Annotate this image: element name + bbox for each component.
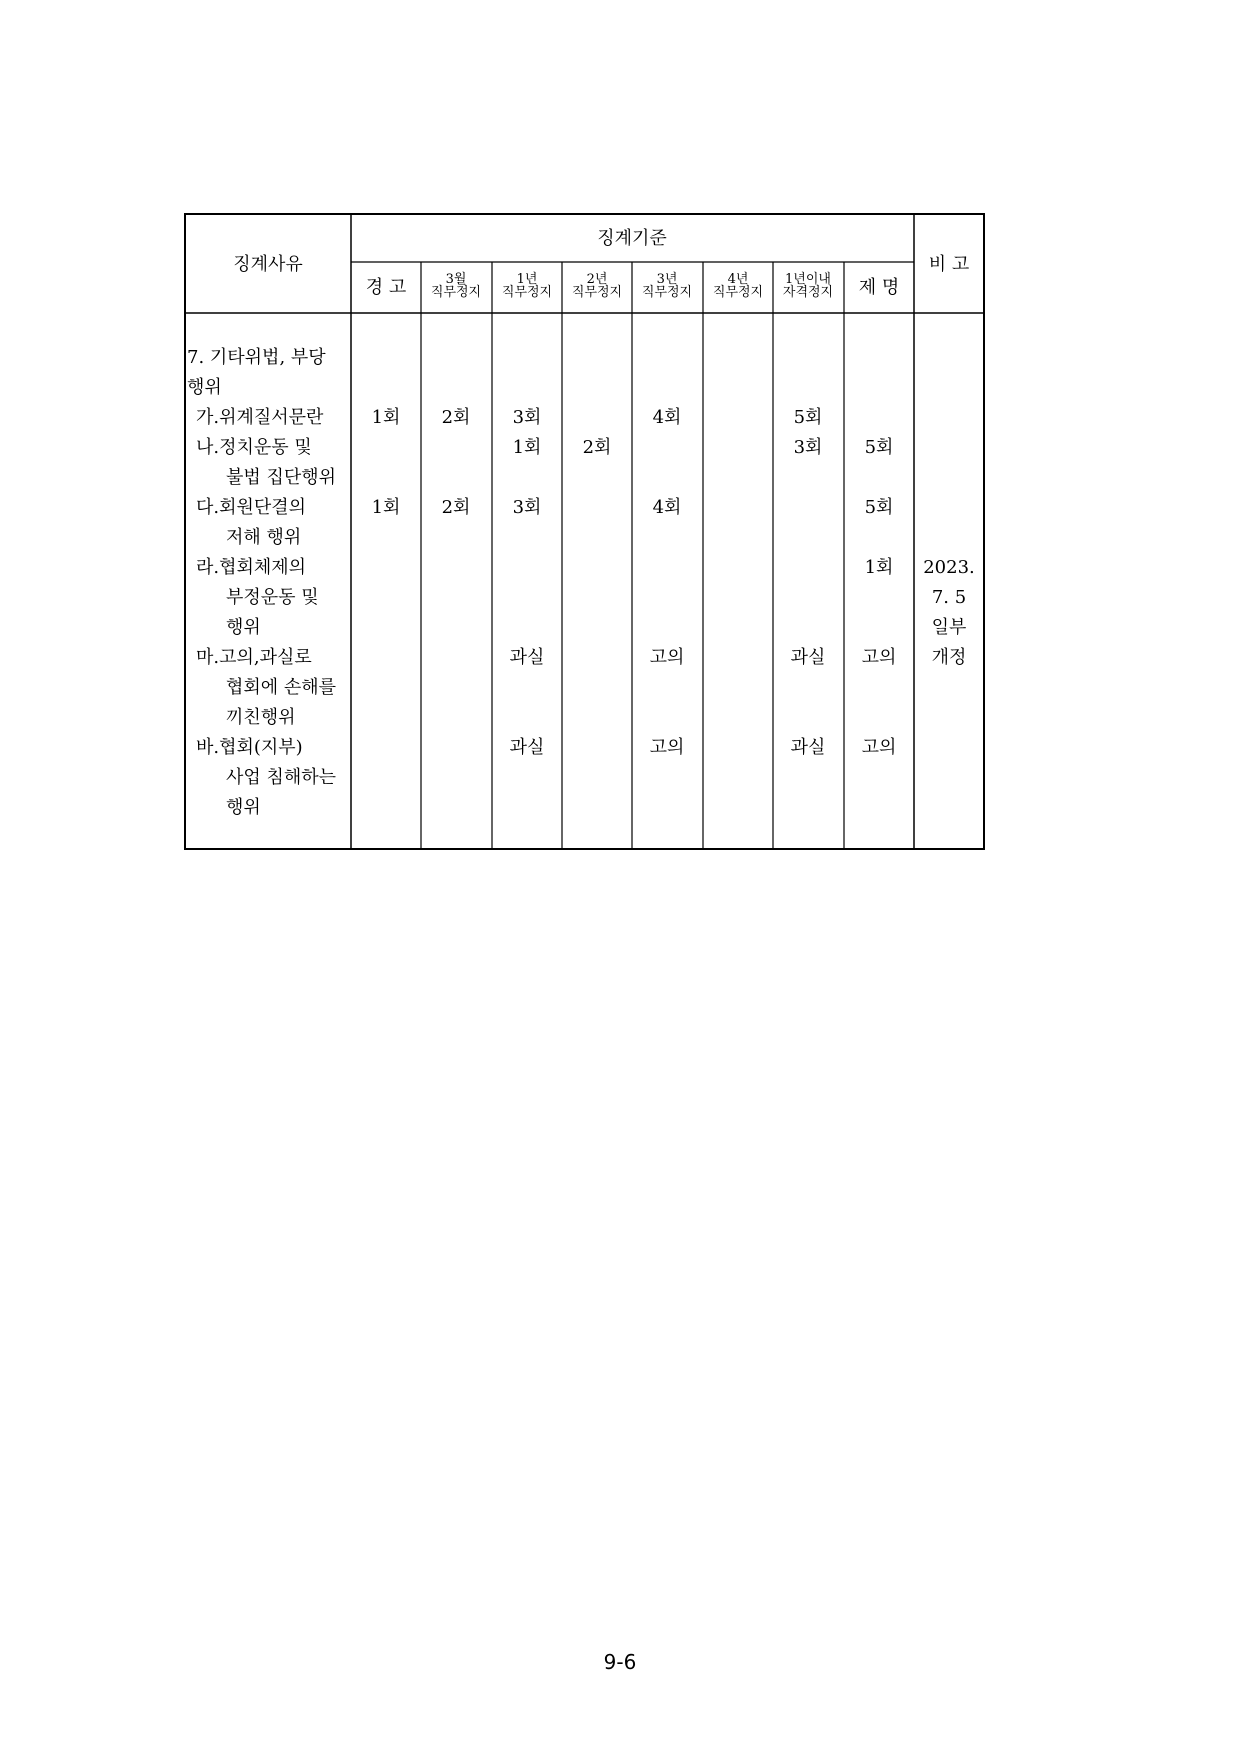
- header-standard: 징계기준: [597, 228, 667, 249]
- cell: 과실: [790, 647, 826, 668]
- cell: 3회: [512, 497, 542, 518]
- row-ma-reason-line3: 끼친행위: [226, 707, 296, 728]
- remark-line1: 2023.: [923, 557, 975, 578]
- row-ma-reason-line2: 협회에 손해를: [226, 677, 337, 698]
- row-ga-reason: 가.위계질서문란: [196, 407, 324, 428]
- cell: 3회: [793, 437, 823, 458]
- header-reason: 징계사유: [233, 254, 303, 275]
- remark-line2: 7. 5: [931, 587, 967, 608]
- cell: 2회: [582, 437, 612, 458]
- column-header-3year-suspension: 3년 직무정지: [641, 272, 693, 300]
- cell: 1회: [512, 437, 542, 458]
- section-title-line2: 행위: [187, 377, 222, 398]
- column-header-expulsion: 제 명: [858, 277, 900, 298]
- cell: 5회: [793, 407, 823, 428]
- column-header-3month-suspension: 3월 직무정지: [430, 272, 482, 300]
- cell: 과실: [509, 737, 545, 758]
- row-ba-reason-line2: 사업 침해하는: [226, 767, 337, 788]
- cell: 고의: [861, 647, 897, 668]
- page-number: 9-6: [603, 1650, 637, 1674]
- header-remark: 비 고: [928, 254, 970, 275]
- cell: 4회: [652, 497, 682, 518]
- cell: 고의: [649, 737, 685, 758]
- disciplinary-standards-table: [184, 213, 985, 850]
- row-ma-reason-line1: 마.고의,과실로: [196, 647, 312, 668]
- cell: 1회: [864, 557, 894, 578]
- cell: 3회: [512, 407, 542, 428]
- cell: 1회: [371, 407, 401, 428]
- row-ba-reason-line1: 바.협회(지부): [196, 737, 303, 758]
- column-header-1year-suspension: 1년 직무정지: [501, 272, 553, 300]
- row-da-reason-line1: 다.회원단결의: [196, 497, 307, 518]
- remark-line4: 개정: [931, 647, 967, 668]
- cell: 4회: [652, 407, 682, 428]
- row-da-reason-line2: 저해 행위: [226, 527, 302, 548]
- row-ba-reason-line3: 행위: [226, 797, 261, 818]
- column-header-2year-suspension: 2년 직무정지: [571, 272, 623, 300]
- row-na-reason-line2: 불법 집단행위: [226, 467, 337, 488]
- row-ra-reason-line3: 행위: [226, 617, 261, 638]
- cell: 1회: [371, 497, 401, 518]
- cell: 고의: [861, 737, 897, 758]
- column-header-warning: 경 고: [365, 277, 407, 298]
- section-title-line1: 7. 기타위법, 부당: [187, 347, 326, 368]
- cell: 2회: [441, 407, 471, 428]
- cell: 5회: [864, 497, 894, 518]
- cell: 과실: [790, 737, 826, 758]
- row-na-reason-line1: 나.정치운동 및: [196, 437, 312, 458]
- remark-line3: 일부: [931, 617, 967, 638]
- row-ra-reason-line2: 부정운동 및: [226, 587, 319, 608]
- cell: 5회: [864, 437, 894, 458]
- cell: 과실: [509, 647, 545, 668]
- column-header-qualification-suspension: 1년이내 자격정지: [782, 272, 834, 300]
- cell: 2회: [441, 497, 471, 518]
- cell: 고의: [649, 647, 685, 668]
- column-header-4year-suspension: 4년 직무정지: [712, 272, 764, 300]
- row-ra-reason-line1: 라.협회체제의: [196, 557, 307, 578]
